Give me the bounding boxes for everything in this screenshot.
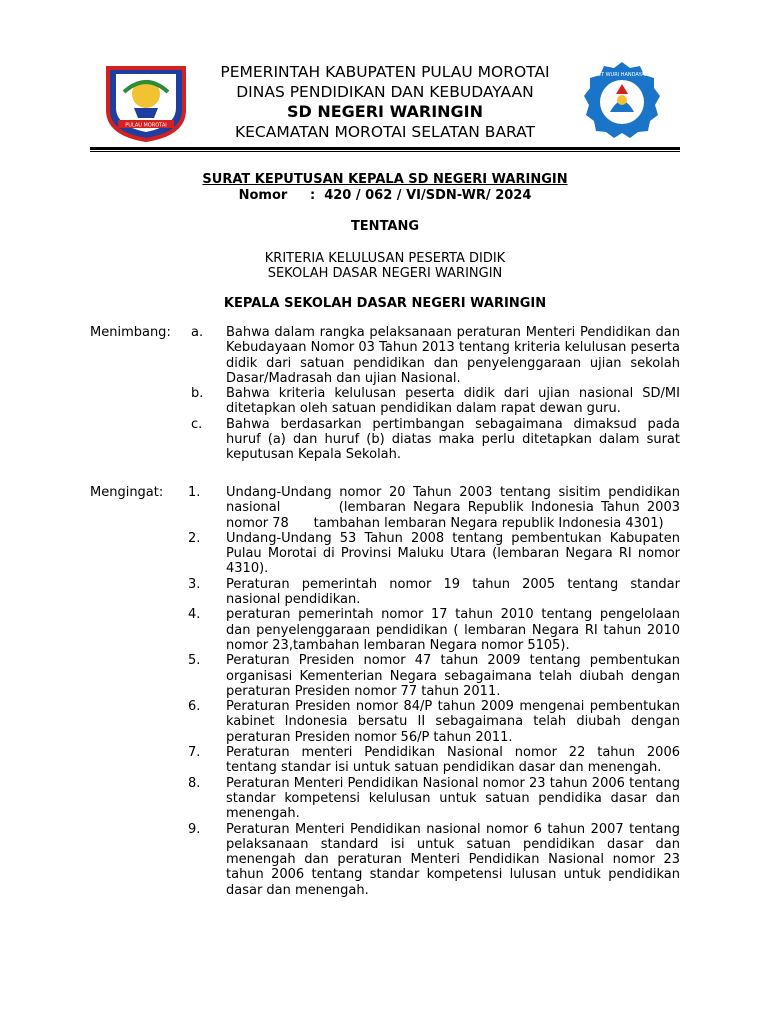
item-marker: b. (191, 386, 204, 402)
item-marker: a. (191, 325, 204, 340)
item-text: Bahwa dalam rangka pelaksanaan peraturan Menteri Pendidikan dan Kebudayaan Nomor 03 Tahun 2013 tentang kriteria kelulusan peserta didik dari satuan pendidikan dan penyelenggaraan ujian sekolah Dasar/Madrasah dan ujian Nasional. (226, 325, 680, 386)
mengingat-label: Mengingat: (90, 485, 164, 500)
tentang-heading: TENTANG (350, 219, 420, 234)
letterhead (190, 62, 580, 142)
list-item (90, 745, 680, 776)
item-text: Peraturan Presiden nomor 47 tahun 2009 tentang pembentukan organisasi Kementerian Negara sebagaimana telah diubah dengan peraturan Presiden nomor 77 tahun 2011. (226, 653, 680, 699)
item-marker: 3. (188, 576, 201, 592)
subject-line-1: KRITERIA KELULUSAN PESERTA DIDIK (264, 251, 506, 266)
list-item (90, 822, 680, 898)
list-item (90, 776, 680, 822)
item-marker: 6. (188, 699, 201, 715)
mengingat-section (90, 485, 685, 898)
item-marker: 8. (188, 775, 201, 791)
item-text: Peraturan Presiden nomor 84/P tahun 2009 mengenai pembentukan kabinet Indonesia bersatu II sebagaimana telah diubah dengan peraturan Presiden nomor 56/P tahun 2011. (226, 699, 680, 745)
list-item (90, 607, 680, 653)
item-marker: 2. (188, 530, 201, 546)
decree-title: SURAT KEPUTUSAN KEPALA SD NEGERI WARINGIN (202, 172, 568, 187)
left-logo-motto: PULAU MOROTAI (125, 122, 167, 129)
menimbang-label: Menimbang: (90, 325, 171, 340)
item-text: peraturan pemerintah nomor 17 tahun 2010 tentang pengelolaan dan penyelenggaraan pendidikan ( lembaran Negara RI tahun 2010 nomor 23,tambahan lembaran Negara nomor 5105). (226, 607, 680, 653)
letterhead-government: PEMERINTAH KABUPATEN PULAU MOROTAI (220, 63, 550, 81)
list-item (90, 531, 680, 577)
list-item (90, 325, 680, 386)
item-marker: 7. (188, 745, 201, 761)
right-logo-motto: TUT WURI HANDAYANI (594, 72, 650, 78)
list-item (90, 653, 680, 699)
item-marker: 5. (188, 653, 201, 669)
menimbang-section (90, 325, 680, 463)
item-marker: 1. (188, 485, 201, 500)
list-item (90, 417, 680, 463)
pulau-morotai-crest-logo (104, 62, 188, 142)
item-marker: c. (191, 416, 203, 432)
item-text: Peraturan Menteri Pendidikan nasional nomor 6 tahun 2007 tentang pelaksanaan standard isi untuk satuan pendidikan dasar dan menengah dan peraturan Menteri Pendidikan Nasional nomor 23 tahun 2006 tentang standar kompetensi lulusan untuk pendidikan dasar dan menengah. (226, 821, 680, 898)
list-item (90, 577, 680, 608)
letterhead-district: KECAMATAN MOROTAI SELATAN BARAT (234, 123, 536, 141)
subject-line-2: SEKOLAH DASAR NEGERI WARINGIN (267, 266, 503, 281)
tut-wuri-handayani-logo (582, 60, 662, 140)
item-text: Bahwa kriteria kelulusan peserta didik dari ujian nasional SD/MI ditetapkan oleh satuan pendidikan dalam rapat dewan guru. (226, 386, 680, 417)
list-item (90, 386, 680, 417)
list-item (90, 485, 685, 531)
item-text: Bahwa berdasarkan pertimbangan sebagaimana dimaksud pada huruf (a) dan huruf (b) diatas maka perlu ditetapkan dalam surat keputusan Kepala Sekolah. (226, 416, 680, 463)
item-text: Peraturan menteri Pendidikan Nasional nomor 22 tahun 2006 tentang standar isi untuk satuan pendidikan dasar dan menengah. (226, 745, 680, 776)
letterhead-divider-thick (90, 147, 680, 150)
decree-number: Nomor : 420 / 062 / VI/SDN-WR/ 2024 (238, 188, 532, 203)
letterhead-divider-thin (90, 151, 680, 152)
list-item (90, 699, 680, 745)
item-text: Peraturan pemerintah nomor 19 tahun 2005 tentang standar nasional pendidikan. (226, 576, 680, 608)
item-text: Peraturan Menteri Pendidikan Nasional nomor 23 tahun 2006 tentang standar kompetensi kelulusan untuk satuan pendidika dasar dan menengah. (226, 775, 680, 822)
item-text: Undang-Undang 53 Tahun 2008 tentang pembentukan Kabupaten Pulau Morotai di Provinsi Maluku Utara (lembaran Negara RI nomor 4310). (226, 530, 680, 577)
item-text: Undang-Undang nomor 20 Tahun 2003 tentang sisitim pendidikan nasional (lembaran Negara Republik Indonesia Tahun 2003 nomor 78 tambahan lembaran Negara republik Indonesia 4301) (226, 485, 685, 531)
item-marker: 9. (188, 821, 201, 837)
letterhead-department: DINAS PENDIDIKAN DAN KEBUDAYAAN (236, 83, 534, 101)
letterhead-school-name: SD NEGERI WARINGIN (286, 102, 484, 121)
issuer-heading: KEPALA SEKOLAH DASAR NEGERI WARINGIN (223, 296, 547, 311)
item-marker: 4. (188, 607, 201, 623)
